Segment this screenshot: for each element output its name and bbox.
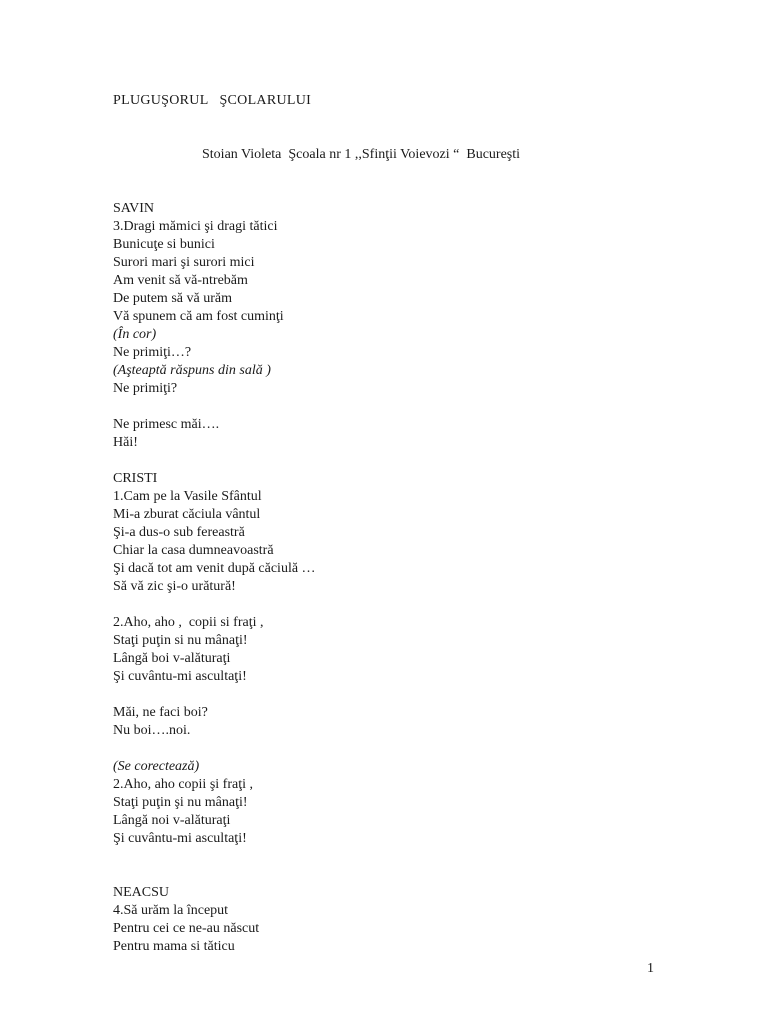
poem-line: SAVIN bbox=[113, 201, 154, 216]
poem-line: (Se corectează) bbox=[113, 759, 200, 774]
poem-line: Şi-a dus-o sub fereastră bbox=[113, 525, 245, 540]
poem-line: Şi dacă tot am venit după căciulă … bbox=[113, 561, 316, 576]
poem-line: Surori mari şi surori mici bbox=[113, 255, 255, 270]
poem-line: Lângă boi v-alăturaţi bbox=[113, 651, 231, 666]
stanza-gap bbox=[113, 686, 316, 704]
poem-line: 2.Aho, aho copii şi fraţi , bbox=[113, 777, 253, 792]
poem-line: De putem să vă urăm bbox=[113, 291, 232, 306]
stanza-gap bbox=[113, 398, 316, 416]
stanza-gap bbox=[113, 740, 316, 758]
poem-line: NEACSU bbox=[113, 885, 170, 900]
poem-line: Am venit să vă-ntrebăm bbox=[113, 273, 248, 288]
stanza bbox=[113, 884, 316, 956]
stanza bbox=[113, 614, 316, 686]
poem-line: Mi-a zburat căciula vântul bbox=[113, 507, 261, 522]
stanza bbox=[113, 416, 316, 452]
poem-line: Ne primiţi? bbox=[113, 381, 178, 396]
page-number: 1 bbox=[647, 961, 654, 976]
poem-line: Ne primiţi…? bbox=[113, 345, 192, 360]
stanza-gap bbox=[113, 848, 316, 884]
poem-line: Să vă zic şi-o urătură! bbox=[113, 579, 236, 594]
poem-line: Măi, ne faci boi? bbox=[113, 705, 208, 720]
stanza-gap bbox=[113, 452, 316, 470]
poem-line: Pentru mama si tăticu bbox=[113, 939, 235, 954]
poem-line: Pentru cei ce ne-au născut bbox=[113, 921, 260, 936]
poem-line: CRISTI bbox=[113, 471, 158, 486]
author-line: Stoian Violeta Şcoala nr 1 ,,Sfinţii Voievozi “ Bucureşti bbox=[202, 147, 521, 162]
poem-line: 3.Dragi mămici şi dragi tătici bbox=[113, 219, 278, 234]
poem-line: Vă spunem că am fost cuminţi bbox=[113, 309, 284, 324]
poem-line: Nu boi….noi. bbox=[113, 723, 191, 738]
poem-line: 1.Cam pe la Vasile Sfântul bbox=[113, 489, 262, 504]
poem-line: Staţi puţin si nu mânaţi! bbox=[113, 633, 248, 648]
poem-line: (Aşteaptă răspuns din sală ) bbox=[113, 363, 271, 378]
poem-line: 4.Să urăm la început bbox=[113, 903, 229, 918]
poem-line: (În cor) bbox=[113, 327, 157, 342]
poem-line: Hăi! bbox=[113, 435, 138, 450]
poem-line: Şi cuvântu-mi ascultaţi! bbox=[113, 831, 247, 846]
stanza bbox=[113, 758, 316, 848]
poem-line: Chiar la casa dumneavoastră bbox=[113, 543, 274, 558]
stanza bbox=[113, 200, 316, 398]
stanza-gap bbox=[113, 596, 316, 614]
poem-line: Lângă noi v-alăturaţi bbox=[113, 813, 231, 828]
stanza bbox=[113, 470, 316, 596]
poem-line: Şi cuvântu-mi ascultaţi! bbox=[113, 669, 247, 684]
poem-line: Staţi puţin şi nu mânaţi! bbox=[113, 795, 248, 810]
poem-line: 2.Aho, aho , copii si fraţi , bbox=[113, 615, 264, 630]
document-title: PLUGUŞORUL ŞCOLARULUI bbox=[113, 93, 312, 108]
poem-line: Ne primesc măi…. bbox=[113, 417, 220, 432]
poem-body bbox=[113, 200, 316, 956]
stanza bbox=[113, 704, 316, 740]
poem-line: Bunicuţe si bunici bbox=[113, 237, 215, 252]
